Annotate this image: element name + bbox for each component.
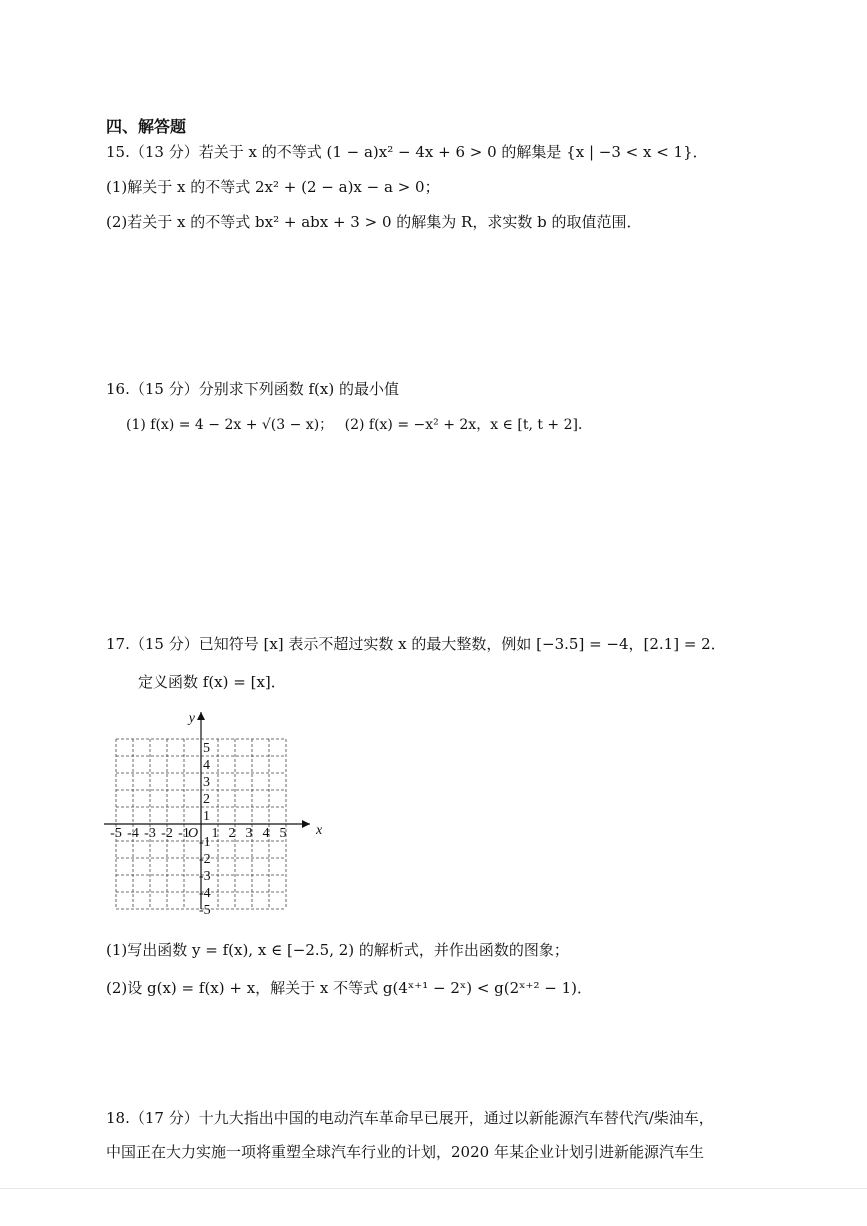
x-tick-label: 4: [262, 826, 270, 841]
coordinate-grid-svg: [100, 706, 330, 924]
y-axis-label: y: [188, 711, 195, 726]
origin-label: O: [187, 826, 199, 841]
x-tick-label: -4: [127, 826, 139, 841]
q15-part2: (2)若关于 x 的不等式 bx² + abx + 3 > 0 的解集为 R，求实数 b 的取值范围．: [106, 213, 642, 231]
x-tick-label: 2: [228, 826, 236, 841]
q18-line2: 中国正在大力实施一项将重塑全球汽车行业的计划，2020 年某企业计划引进新能源汽车生: [106, 1143, 704, 1161]
x-tick-label: -5: [110, 826, 122, 841]
q17-definition: 定义函数 f(x) = [x]．: [138, 673, 286, 691]
q15-part1: (1)解关于 x 的不等式 2x² + (2 − a)x − a > 0；: [106, 178, 440, 196]
y-tick-label: -3: [199, 869, 211, 884]
y-tick-label: 5: [203, 741, 210, 756]
q15-stem: 15.（13 分）若关于 x 的不等式 (1 − a)x² − 4x + 6 > 0 的解集是 {x | −3 < x < 1}．: [106, 143, 708, 161]
section-heading: 四、解答题: [106, 117, 187, 136]
x-tick-label: -3: [144, 826, 156, 841]
y-tick-label: -1: [199, 835, 211, 850]
q18-line1: 18.（17 分）十九大指出中国的电动汽车革命早已展开，通过以新能源汽车替代汽/柴油车，: [106, 1109, 714, 1127]
q17-part2: (2)设 g(x) = f(x) + x，解关于 x 不等式 g(4ˣ⁺¹ − 2ˣ) < g(2ˣ⁺² − 1)．: [106, 979, 592, 997]
x-axis-arrow: [302, 820, 310, 828]
x-tick-label: -2: [161, 826, 173, 841]
tick-labels: [110, 711, 323, 918]
y-tick-label: -4: [199, 886, 211, 901]
q17-stem: 17.（15 分）已知符号 [x] 表示不超过实数 x 的最大整数，例如 [−3.5] = −4，[2.1] = 2．: [106, 635, 726, 653]
x-tick-label: 5: [279, 826, 287, 841]
y-tick-label: -5: [199, 903, 211, 918]
y-tick-label: 2: [203, 792, 210, 807]
x-tick-label: 1: [211, 826, 219, 841]
y-tick-label: 4: [203, 758, 210, 773]
x-tick-label: -1: [178, 826, 190, 841]
coordinate-grid: [100, 706, 330, 924]
q17-part1: (1)写出函数 y = f(x), x ∈ [−2.5, 2) 的解析式，并作出函数的图象；: [106, 941, 569, 959]
q16-stem: 16.（15 分）分别求下列函数 f(x) 的最小值: [106, 380, 399, 398]
y-tick-label: 3: [203, 775, 210, 790]
y-tick-label: 1: [203, 809, 210, 824]
y-axis-arrow: [197, 712, 205, 720]
q16-parts: (1) f(x) = 4 − 2x + √(3 − x)； (2) f(x) = −x² + 2x，x ∈ [t, t + 2]．: [126, 417, 592, 433]
x-tick-label: 3: [245, 826, 253, 841]
page-bottom-divider: [0, 1188, 867, 1189]
y-tick-label: -2: [199, 852, 211, 867]
x-axis-label: x: [316, 823, 323, 838]
